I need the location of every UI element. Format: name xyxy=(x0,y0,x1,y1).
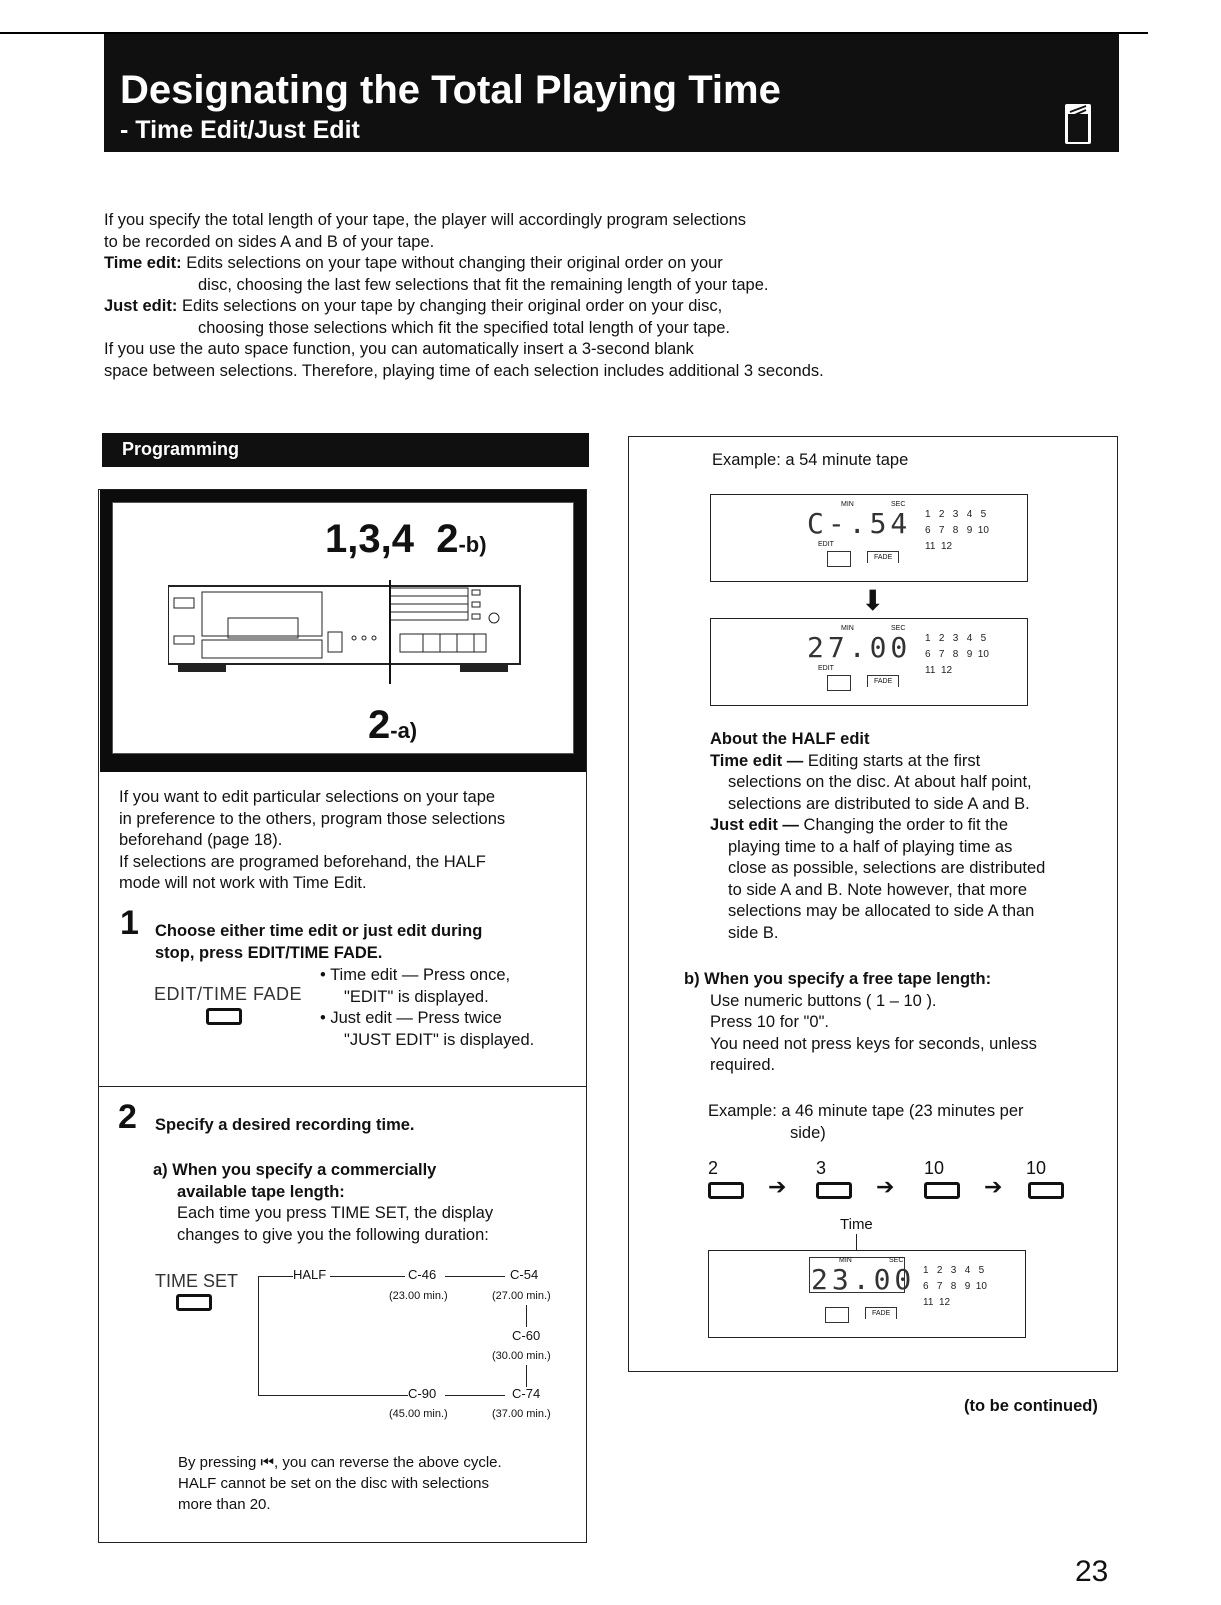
time-set-button[interactable] xyxy=(176,1294,212,1311)
cycle-line xyxy=(526,1305,527,1327)
lcd-digits: C-.54 xyxy=(807,507,912,540)
about-half-edit: About the HALF edit Time edit — Editing starts at the first selections on the disc. At about half point, selections are distributed to side A and B. Just edit — Changing the order to fit the playing time to a half of playing time as close as possible, selections are distributed to side A and B. Note however, that more selections may be allocated to side A than side B. xyxy=(710,730,1046,942)
edit-time-fade-label: EDIT/TIME FADE xyxy=(154,984,303,1004)
example-54: Example: a 54 minute tape xyxy=(712,451,909,469)
page-header xyxy=(104,34,1119,152)
lcd-display-1: MIN SEC C-.54 EDIT FADE 1 2 3 4 5 6 7 8 9 10 11 12 xyxy=(710,494,1028,582)
down-arrow-icon: ⬇ xyxy=(861,585,885,616)
cycle-c46: C-46 xyxy=(408,1267,437,1282)
step-1-title: Choose either time edit or just edit during stop, press EDIT/TIME FADE. xyxy=(155,922,483,962)
free-length-section: b) When you specify a free tape length: Use numeric buttons ( 1 – 10 ). Press 10 for "0". You need not press keys for seconds, unless required. xyxy=(684,970,1037,1074)
lcd-digits: 27.00 xyxy=(807,631,912,664)
page-title: Designating the Total Playing Time xyxy=(120,68,781,112)
cycle-half: HALF xyxy=(293,1267,327,1282)
step-1-options: • Time edit — Press once, "EDIT" is displayed. • Just edit — Press twice "JUST EDIT" is displayed. xyxy=(320,966,535,1049)
cycle-c46-min: (23.00 min.) xyxy=(389,1290,448,1302)
cycle-c60: C-60 xyxy=(512,1328,541,1343)
numeric-key-3[interactable] xyxy=(816,1182,852,1199)
intro-line: choosing those selections which fit the specified total length of your tape. xyxy=(198,318,730,337)
time-set-label: TIME SET xyxy=(155,1271,239,1291)
lcd-track-numbers: 1 2 3 4 5 6 7 8 9 10 11 12 xyxy=(925,509,989,552)
numeric-key-10[interactable] xyxy=(924,1182,960,1199)
numeric-key-10[interactable] xyxy=(1028,1182,1064,1199)
cycle-c90: C-90 xyxy=(408,1386,437,1401)
intro-just-edit: Just edit: Edits selections on your tape by changing their original order on your disc, xyxy=(104,297,723,315)
cycle-line xyxy=(445,1276,505,1277)
arrow-right-icon: ➔ xyxy=(984,1174,1003,1199)
intro-line: If you use the auto space function, you can automatically insert a 3-second blank xyxy=(104,340,694,358)
numeric-key-2[interactable] xyxy=(708,1182,744,1199)
continued-note: (to be continued) xyxy=(964,1397,1098,1415)
cycle-c90-min: (45.00 min.) xyxy=(389,1408,448,1420)
lcd-digits: 23.00 xyxy=(811,1263,916,1296)
step-divider xyxy=(98,1086,586,1087)
program-note: If you want to edit particular selections on your tape in preference to the others, program those selections beforehand (page 18). If selections are programed beforehand, the HALF mode will not work with Time Edit. xyxy=(119,788,506,892)
cycle-c74: C-74 xyxy=(512,1386,541,1401)
intro-time-edit: Time edit: Edits selections on your tape without changing their original order on your xyxy=(104,254,723,272)
intro-line: If you specify the total length of your tape, the player will accordingly program selections xyxy=(104,211,747,229)
edit-time-fade-button[interactable] xyxy=(206,1008,242,1025)
lcd-track-numbers: 1 2 3 4 5 6 7 8 9 10 11 12 xyxy=(925,633,989,676)
cycle-c54: C-54 xyxy=(510,1267,539,1282)
cycle-c60-min: (30.00 min.) xyxy=(492,1350,551,1362)
step-1-number: 1 xyxy=(120,904,139,942)
cassette-icon xyxy=(827,551,851,567)
callout-top: 1,3,4 2-b) xyxy=(325,517,487,561)
callout-bottom: 2-a) xyxy=(368,703,418,747)
arrow-right-icon: ➔ xyxy=(876,1174,895,1199)
cycle-c54-min: (27.00 min.) xyxy=(492,1290,551,1302)
example-46: Example: a 46 minute tape (23 minutes per side) xyxy=(708,1102,1024,1142)
lcd-display-3: MIN SEC 23.00 FADE 1 2 3 4 5 6 7 8 9 10 11 12 xyxy=(708,1250,1026,1338)
lcd-display-2: MIN SEC 27.00 EDIT FADE 1 2 3 4 5 6 7 8 9 10 11 12 xyxy=(710,618,1028,706)
page-subtitle: - Time Edit/Just Edit xyxy=(120,116,360,144)
cassette-icon xyxy=(827,675,851,691)
cassette-edit-icon xyxy=(1065,104,1091,144)
cycle-line xyxy=(330,1276,405,1277)
cycle-line xyxy=(258,1276,293,1277)
programming-bar xyxy=(102,433,589,467)
device-illustration-frame xyxy=(100,490,586,772)
cycle-line xyxy=(258,1276,259,1396)
page-number: 23 xyxy=(1075,1555,1109,1588)
step-2-number: 2 xyxy=(118,1098,137,1136)
intro-line: space between selections. Therefore, playing time of each selection includes additional 3 seconds. xyxy=(104,361,824,380)
step-2a-text: a) When you specify a commercially available tape length: Each time you press TIME SET, the display changes to give you the following duration: xyxy=(153,1161,494,1244)
intro-line: to be recorded on sides A and B of your tape. xyxy=(104,232,435,251)
step-2-title: Specify a desired recording time. xyxy=(155,1116,415,1134)
intro-line: disc, choosing the last few selections that fit the remaining length of your tape. xyxy=(198,275,769,294)
key-sequence: 2 ➔ 3 ➔ 10 ➔ 10 xyxy=(708,1158,1078,1208)
device-illustration xyxy=(112,502,574,754)
time-label: Time xyxy=(840,1216,873,1233)
cycle-line xyxy=(258,1395,408,1396)
cycle-line xyxy=(445,1395,505,1396)
cassette-icon xyxy=(825,1307,849,1323)
cycle-line xyxy=(526,1365,527,1387)
programming-heading: Programming xyxy=(122,439,240,459)
cd-player-icon xyxy=(168,578,528,688)
arrow-right-icon: ➔ xyxy=(768,1174,787,1199)
intro-paragraph xyxy=(104,210,824,382)
lcd-track-numbers: 1 2 3 4 5 6 7 8 9 10 11 12 xyxy=(923,1265,987,1308)
reverse-note: By pressing ⏮, you can reverse the above cycle. HALF cannot be set on the disc with selections more than 20. xyxy=(178,1454,502,1513)
cycle-c74-min: (37.00 min.) xyxy=(492,1408,551,1420)
